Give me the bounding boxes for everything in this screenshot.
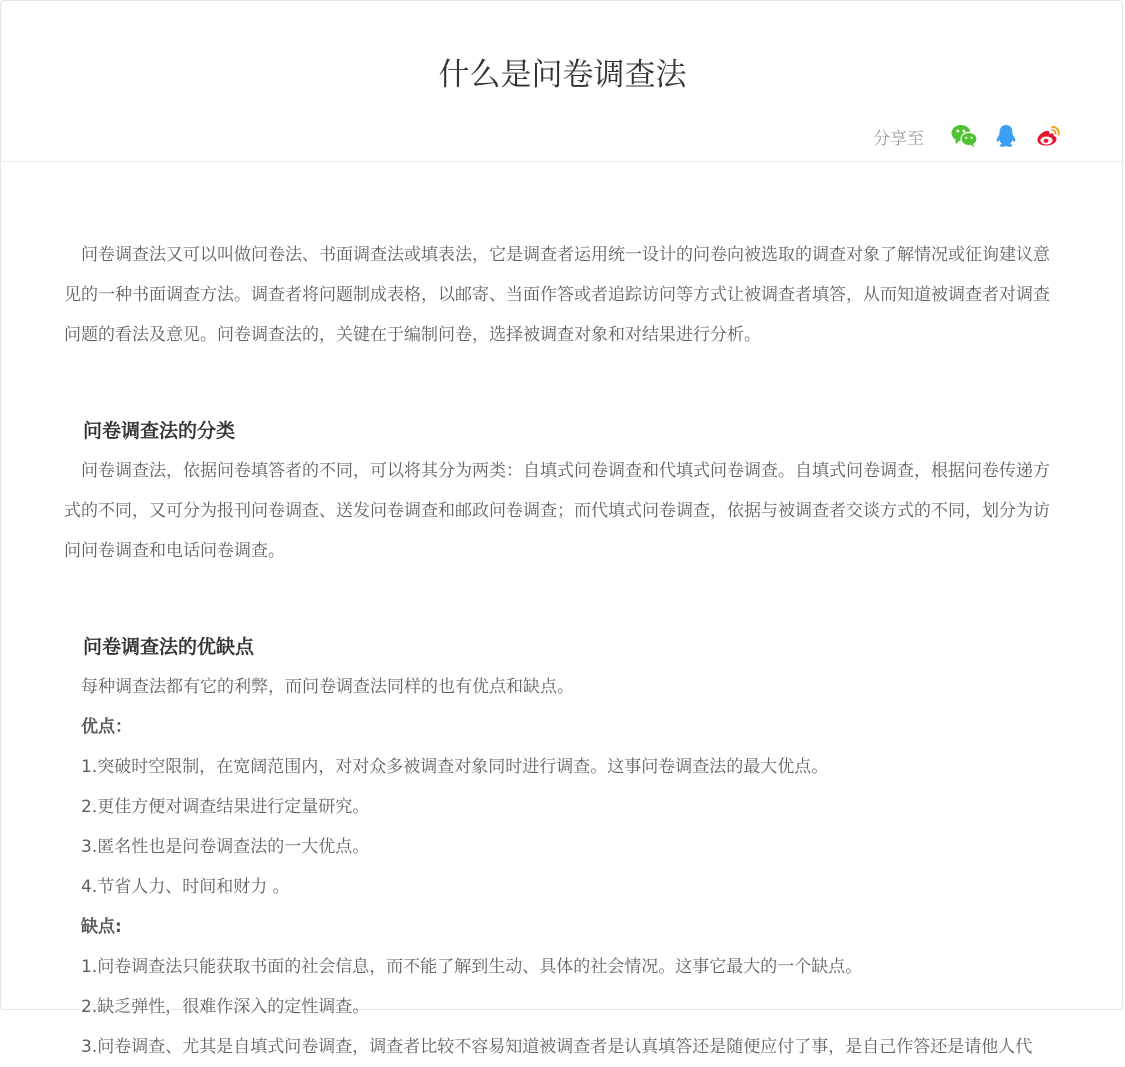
pros-label: 优点： — [81, 717, 132, 737]
pros-item: 1.突破时空限制，在宽阔范围内，对对众多被调查对象同时进行调查。这事问卷调查法的最大优点。 — [81, 757, 829, 777]
pros-item: 3.匿名性也是问卷调查法的一大优点。 — [81, 837, 370, 857]
wechat-icon[interactable] — [950, 122, 978, 150]
pros-item: 4.节省人力、时间和财力 。 — [81, 877, 290, 897]
article-body — [64, 235, 1064, 1067]
pros-cons-intro: 每种调查法都有它的利弊，而问卷调查法同样的也有优点和缺点。 — [81, 677, 574, 697]
intro-paragraph: 问卷调查法又可以叫做问卷法、书面调查法或填表法，它是调查者运用统一设计的问卷向被选取的调查对象了解情况或征询建议意见的一种书面调查方法。调查者将问题制成表格，以邮寄、当面作答或者追踪访问等方式让被调查者填答，从而知道被调查者对调查问题的看法及意见。问卷调查法的，关键在于编制问卷，选择被调查对象和对结果进行分析。 — [64, 245, 1050, 345]
pros-item: 2.更佳方便对调查结果进行定量研究。 — [81, 797, 370, 817]
cons-item: 1.问卷调查法只能获取书面的社会信息，而不能了解到生动、具体的社会情况。这事它最大的一个缺点。 — [81, 957, 863, 977]
classification-paragraph: 问卷调查法，依据问卷填答者的不同，可以将其分为两类：自填式问卷调查和代填式问卷调查。自填式问卷调查，根据问卷传递方式的不同，又可分为报刊问卷调查、送发问卷调查和邮政问卷调查；而代填式问卷调查，依据与被调查者交谈方式的不同，划分为访问问卷调查和电话问卷调查。 — [64, 461, 1050, 561]
section-heading-classification: 问卷调查法的分类 — [83, 420, 236, 442]
qq-icon[interactable] — [992, 122, 1020, 150]
share-bar — [873, 121, 1062, 151]
article-header — [1, 1, 1124, 162]
weibo-icon[interactable] — [1034, 122, 1062, 150]
section-heading-pros-cons: 问卷调查法的优缺点 — [83, 636, 255, 658]
article-title: 什么是问卷调查法 — [438, 57, 687, 93]
share-label: 分享至 — [873, 128, 924, 149]
cons-item: 2.缺乏弹性，很难作深入的定性调查。 — [81, 997, 370, 1017]
cons-label: 缺点: — [81, 917, 122, 937]
cons-item: 3.问卷调查、尤其是自填式问卷调查，调查者比较不容易知道被调查者是认真填答还是随便应付了事，是自己作答还是请他人代 — [81, 1037, 1033, 1057]
